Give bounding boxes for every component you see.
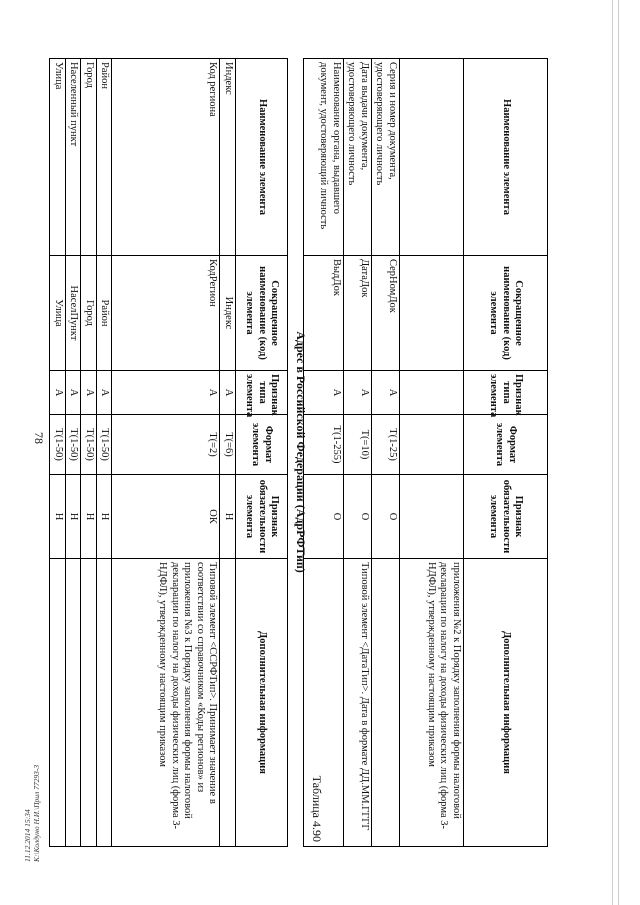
cell-type: А — [112, 371, 220, 415]
page-number: 78 — [32, 432, 46, 444]
cell-format: T(=2) — [112, 415, 220, 475]
cell-type: А — [220, 371, 236, 415]
cell-name: Район — [96, 59, 112, 256]
elements-table-continued — [303, 58, 548, 847]
col-header-info: Дополнительная информация — [464, 559, 548, 847]
col-header-name: Наименование элемента — [464, 59, 548, 256]
cell-format: T(=10) — [343, 415, 371, 475]
cell-required: Н — [50, 475, 66, 559]
cell-type: А — [81, 371, 97, 415]
cell-format: T(1-50) — [65, 415, 81, 475]
cell-format: T(=6) — [220, 415, 236, 475]
cell-format: T(1-50) — [50, 415, 66, 475]
cell-required: Н — [220, 475, 236, 559]
cell-type: А — [50, 371, 66, 415]
cell-format: T(1-255) — [303, 415, 343, 475]
cell-required — [400, 475, 464, 559]
col-header-required: Признак обязательности элемента — [464, 475, 548, 559]
cell-info — [81, 559, 97, 847]
col-header-required: Признак обязательности элемента — [236, 475, 288, 559]
cell-required: Н — [81, 475, 97, 559]
cell-type: А — [371, 371, 399, 415]
footer-stamp-path: К:\Колдуно Н.И.\Прил 77293-3 — [31, 764, 41, 862]
cell-format — [400, 415, 464, 475]
cell-code: НаселПункт — [65, 256, 81, 371]
col-header-info: Дополнительная информация — [236, 559, 288, 847]
address-section — [49, 58, 324, 846]
cell-format: T(1-25) — [371, 415, 399, 475]
cell-code: Город — [81, 256, 97, 371]
cell-info — [96, 559, 112, 847]
cell-name: Наименование органа, выдавшего документ, удостоверяющий личность — [303, 59, 343, 256]
table-row — [65, 59, 81, 847]
cell-code: Индекс — [220, 256, 236, 371]
col-header-format: Формат элемента — [464, 415, 548, 475]
cell-type: А — [65, 371, 81, 415]
footer-stamp-date: 11.12.2014 15:34 — [23, 809, 32, 862]
table-row — [343, 59, 371, 847]
table-row — [220, 59, 236, 847]
table-row — [400, 59, 464, 847]
cell-type: А — [303, 371, 343, 415]
cell-info — [371, 559, 399, 847]
cell-name: Улица — [50, 59, 66, 256]
cell-code: КодРегион — [112, 256, 220, 371]
table-row — [50, 59, 66, 847]
cell-name: Дата выдачи документа, удостоверяющего личность — [343, 59, 371, 256]
col-header-format: Формат элемента — [236, 415, 288, 475]
cell-name: Населенный пункт — [65, 59, 81, 256]
cell-code: Район — [96, 256, 112, 371]
table-continued — [303, 58, 548, 846]
cell-info: Типовой элемент <ДатаТип>. Дата в формате ДД.ММ.ГГГГ — [343, 559, 371, 847]
col-header-type: Признак типа элемента — [464, 371, 548, 415]
table-header-row — [236, 59, 288, 847]
table-row — [96, 59, 112, 847]
cell-type — [400, 371, 464, 415]
cell-required: Н — [65, 475, 81, 559]
cell-info: Типовой элемент <ССРФТип>. Принимает значение в соответствии со справочником «Коды регионов» из приложения №3 к Порядку заполнения формы налоговой декларации по налогу на доходы физических лиц (форма 3-НДФЛ), утвержденному настоящим приказом — [112, 559, 220, 847]
table-row — [371, 59, 399, 847]
cell-required: О — [343, 475, 371, 559]
cell-format: T(1-50) — [96, 415, 112, 475]
cell-info: приложения №2 к Порядку заполнения формы налоговой декларации по налогу на доходы физических лиц (форма 3-НДФЛ), утвержденному настоящим приказом — [400, 559, 464, 847]
cell-code: СерНомДок — [371, 256, 399, 371]
col-header-code: Сокращенное наименование (код) элемента — [464, 256, 548, 371]
table-row — [81, 59, 97, 847]
cell-code — [400, 256, 464, 371]
cell-code: ВыдДок — [303, 256, 343, 371]
cell-name — [400, 59, 464, 256]
cell-required: О — [371, 475, 399, 559]
cell-required: ОК — [112, 475, 220, 559]
footer-stamp — [24, 765, 41, 862]
cell-type: А — [343, 371, 371, 415]
cell-name: Серия и номер документа, удостоверяющего личность — [371, 59, 399, 256]
table-row — [112, 59, 220, 847]
col-header-code: Сокращенное наименование (код) элемента — [236, 256, 288, 371]
cell-code: ДатаДок — [343, 256, 371, 371]
table-header-row — [464, 59, 548, 847]
cell-required: О — [303, 475, 343, 559]
cell-info — [65, 559, 81, 847]
section-title: Адрес в Российской Федерации (АдрРФТип) — [294, 331, 308, 573]
cell-name: Индекс — [220, 59, 236, 256]
cell-name: Город — [81, 59, 97, 256]
cell-name: Код региона — [112, 59, 220, 256]
cell-code: Улица — [50, 256, 66, 371]
col-header-type: Признак типа элемента — [236, 371, 288, 415]
cell-type: А — [96, 371, 112, 415]
table-number: Таблица 4.90 — [310, 775, 324, 842]
cell-format: T(1-50) — [81, 415, 97, 475]
cell-info — [220, 559, 236, 847]
cell-required: Н — [96, 475, 112, 559]
col-header-name: Наименование элемента — [236, 59, 288, 256]
cell-info — [50, 559, 66, 847]
address-table — [49, 58, 288, 847]
